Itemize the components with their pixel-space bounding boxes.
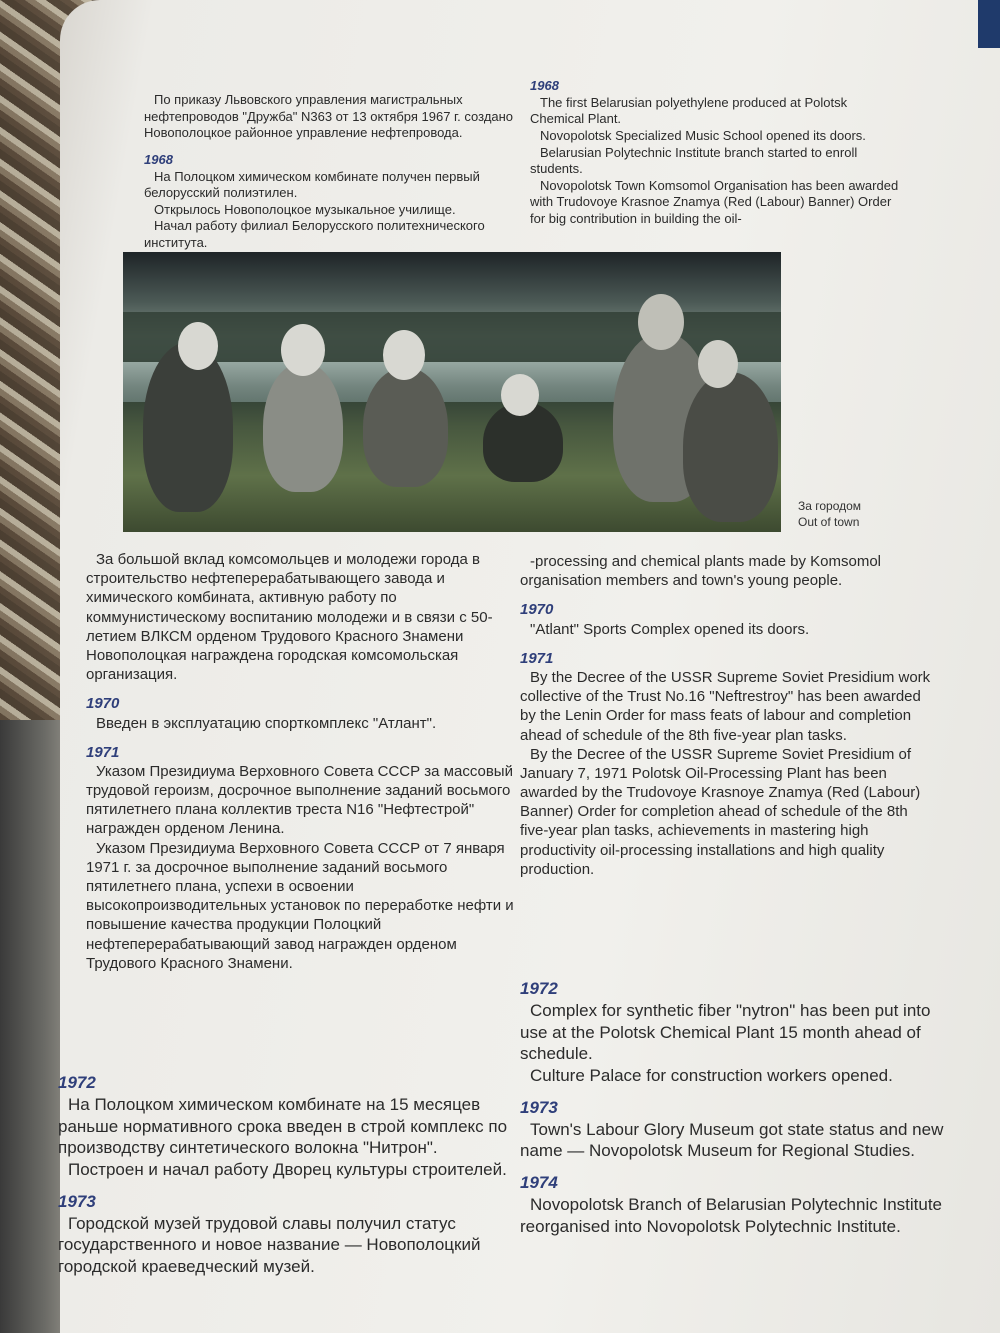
p1971a-en: By the Decree of the USSR Supreme Soviet Presidium work collective of the Trust No.16 "Neftrestroy" has been awarded by the Lenin Order for mass feats of labour and completion ahead of schedule of the 8th five-year plan tasks. <box>520 668 931 744</box>
p1968-en-3: Belarusian Polytechnic Institute branch started to enroll students. <box>530 144 858 177</box>
p1971b-ru: Указом Президиума Верховного Совета СССР от 7 января 1971 г. за досрочное выполнение заданий восьмого пятилетнего плана, успехи в освоении высокопроизводительных установок по переработке нефти и повышение качества продукции Полоцкий нефтеперерабатывающий завод награжден орденом Трудового Красного Знамени. <box>86 839 514 972</box>
right-bottom-column-2 <box>520 978 960 1237</box>
year-1971-en: 1971 <box>520 649 554 667</box>
caption-ru: За городом <box>798 499 862 513</box>
p1972b-en: Culture Palace for construction workers opened. <box>530 1066 893 1085</box>
p1970-ru: Введен в эксплуатацию спорткомплекс "Атлант". <box>96 714 437 732</box>
year-1968-ru: 1968 <box>144 151 173 167</box>
caption-en: Out of town <box>798 515 860 530</box>
year-1968-en: 1968 <box>530 78 559 93</box>
p1968-ru-3: Начал работу филиал Белорусского политехнического института. <box>144 218 485 250</box>
p1974-en: Novopolotsk Branch of Belarusian Polytechnic Institute reorganised into Novopolotsk Polytechnic Institute. <box>520 1194 943 1236</box>
komsomol-ru: За большой вклад комсомольцев и молодежи города в строительство нефтеперерабатывающего завода и химического комбината, активную работу по коммунистическому воспитанию молодежи и в связи с 50-летием ВЛКСМ орденом Трудового Красного Знамени Новополоцкая награждена городская комсомольская организация. <box>86 551 493 684</box>
children-photo <box>123 252 781 532</box>
cont-en: -processing and chemical plants made by Komsomol organisation members and town's young people. <box>520 553 881 590</box>
p1971a-ru: Указом Президиума Верховного Совета СССР за массовый трудовой героизм, досрочное выполнение заданий восьмого пятилетнего плана коллектив треста N16 "Нефтестрой" награжден орденом Ленина. <box>86 762 513 838</box>
left-top-column <box>144 92 514 252</box>
p1971b-en: By the Decree of the USSR Supreme Soviet Presidium of January 7, 1971 Polotsk Oil-Processing Plant has been awarded by the Trudovoye Krasnoye Znamya (Red (Labour) Banner) Order for completion ahead of schedule of the 8th five-year plan tasks, achievements in mastering high productivity oil-processing installations and high quality production. <box>520 745 921 878</box>
year-1972-en: 1972 <box>520 979 558 998</box>
p1968-ru-2: Открылось Новополоцкое музыкальное училище. <box>154 201 456 217</box>
intro-ru: По приказу Львовского управления магистральных нефтепроводов "Дружба" N363 от 13 октября 1967 г. создано Новополоцкое районное управление нефтепровода. <box>144 92 514 141</box>
year-1971-ru: 1971 <box>86 743 120 761</box>
left-bottom-column-2 <box>58 1072 508 1278</box>
p1968-en-1: The first Belarusian polyethylene produced at Polotsk Chemical Plant. <box>530 94 848 127</box>
year-1974-en: 1974 <box>520 1173 558 1192</box>
p1973-ru: Городской музей трудовой славы получил статус государственного и новое название — Новополоцкий городской краеведческий музей. <box>58 1213 481 1276</box>
year-1970-en: 1970 <box>520 601 554 619</box>
year-1972-ru: 1972 <box>58 1073 96 1092</box>
year-1973-en: 1973 <box>520 1097 558 1117</box>
p1968-en-4: Novopolotsk Town Komsomol Organisation has been awarded with Trudovoye Krasnoe Znamya (Red (Labour) Banner) Order for big contribution in building the oil- <box>530 177 899 226</box>
right-bottom-column <box>520 552 940 889</box>
p1968-en-2: Novopolotsk Specialized Music School opened its doors. <box>540 127 866 143</box>
left-bottom-column <box>86 550 516 983</box>
p1970-en: "Atlant" Sports Complex opened its doors. <box>530 620 810 638</box>
p1972b-ru: Построен и начал работу Дворец культуры строителей. <box>68 1160 507 1179</box>
year-1970-ru: 1970 <box>86 695 120 713</box>
photo-caption <box>798 498 861 530</box>
right-top-column <box>530 78 902 228</box>
year-1973-ru: 1973 <box>58 1191 96 1211</box>
p1968-ru-1: На Полоцком химическом комбинате получен первый белорусский полиэтилен. <box>144 168 480 201</box>
p1973-en: Town's Labour Glory Museum got state status and new name — Novopolotsk Museum for Regional Studies. <box>520 1119 944 1161</box>
p1972a-ru: На Полоцком химическом комбинате на 15 месяцев раньше нормативного срока введен в строй комплекс по производству синтетического волокна "Нитрон". <box>58 1094 508 1158</box>
book-cover-edge <box>978 0 1000 48</box>
p1972a-en: Complex for synthetic fiber "nytron" has been put into use at the Polotsk Chemical Plant 15 month ahead of schedule. <box>520 1000 931 1064</box>
